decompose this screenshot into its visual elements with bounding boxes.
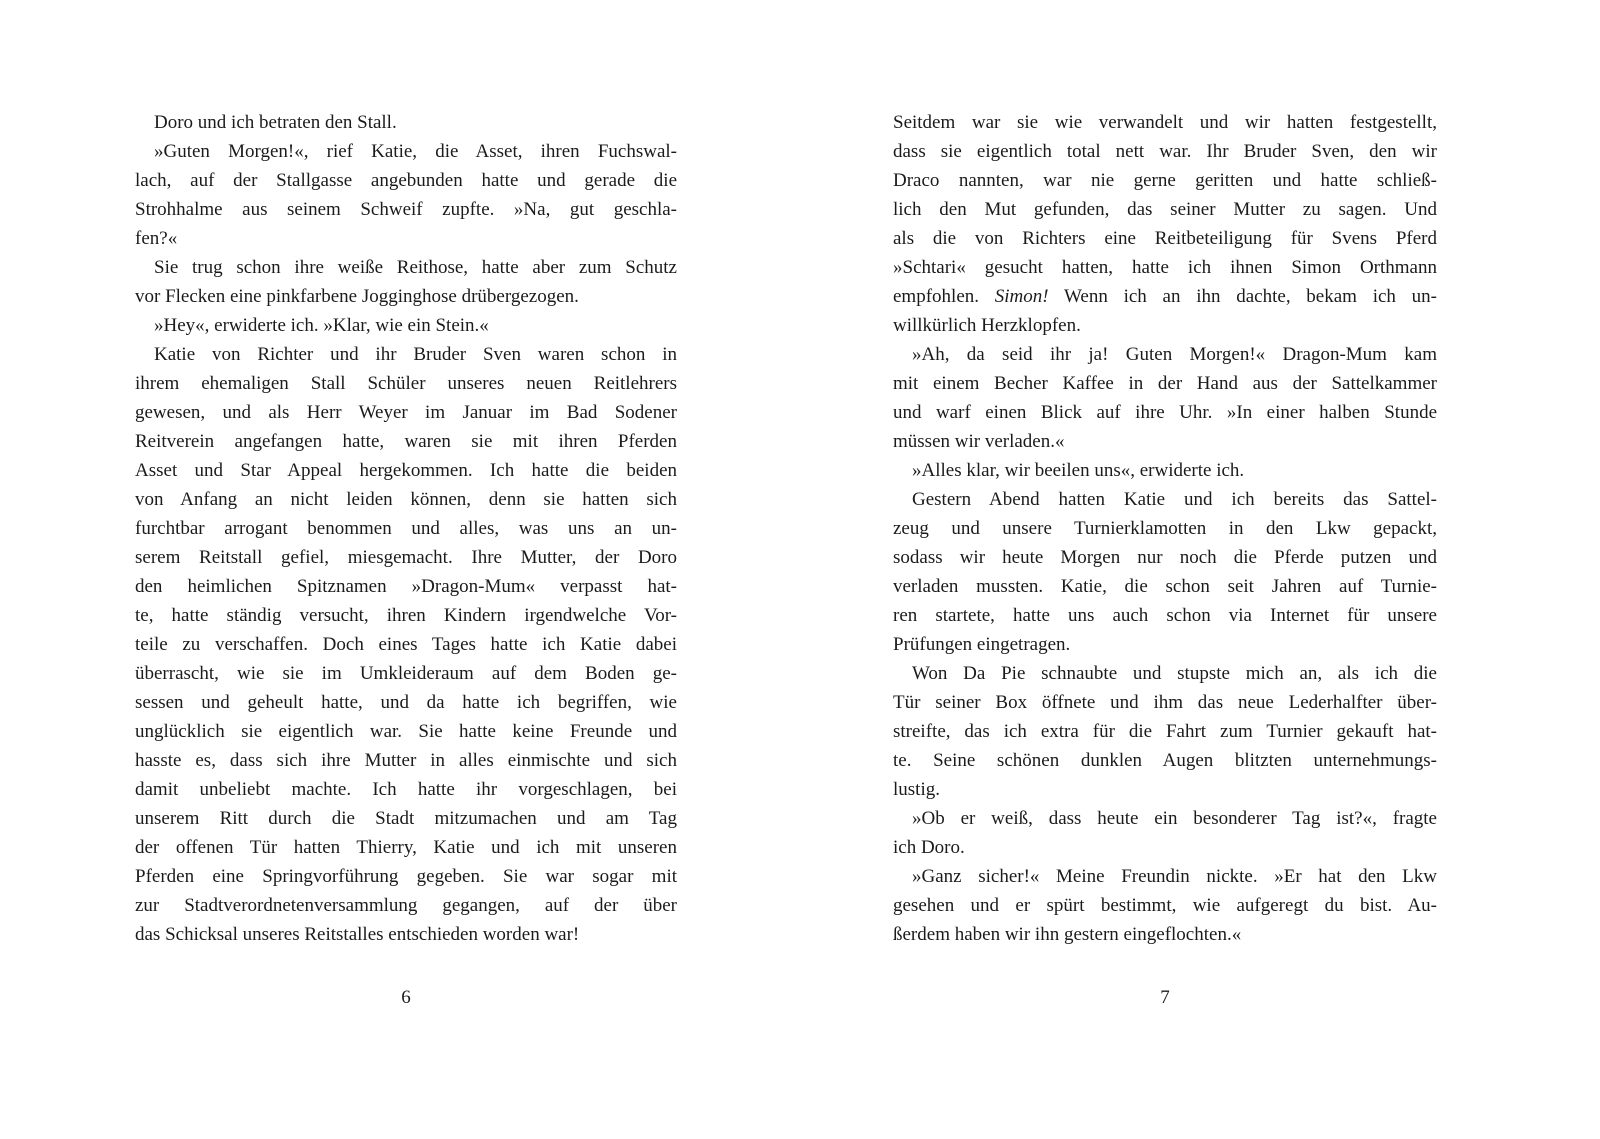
text-line: unserem Ritt durch die Stadt mitzumachen und am Tag (135, 808, 677, 829)
text-line: müssen wir verladen.« (893, 431, 1065, 452)
text-line: vor Flecken eine pinkfarbene Jogginghose drübergezogen. (135, 286, 579, 307)
text-line: Katie von Richter und ihr Bruder Sven waren schon in (154, 344, 677, 365)
text-line: damit unbeliebt machte. Ich hatte ihr vorgeschlagen, bei (135, 779, 677, 800)
text-line: »Ganz sicher!« Meine Freundin nickte. »Er hat den Lkw (912, 866, 1437, 887)
text-line: »Schtari« gesucht hatten, hatte ich ihnen Simon Orthmann (893, 257, 1437, 278)
text-line: »Ah, da seid ihr ja! Guten Morgen!« Dragon-Mum kam (912, 344, 1437, 365)
text-line: sessen und geheult hatte, und da hatte ich begriffen, wie (135, 692, 677, 713)
text-line: Tür seiner Box öffnete und ihm das neue Lederhalfter über- (893, 692, 1437, 713)
text-line: ihrem ehemaligen Stall Schüler unseres neuen Reitlehrers (135, 373, 677, 394)
text-line: den heimlichen Spitznamen »Dragon-Mum« verpasst hat- (135, 576, 677, 597)
text-line: mit einem Becher Kaffee in der Hand aus der Sattelkammer (893, 373, 1437, 394)
text-line: fen?« (135, 228, 178, 249)
text-line: Pferden eine Springvorführung gegeben. Sie war sogar mit (135, 866, 677, 887)
text-line: gewesen, und als Herr Weyer im Januar im Bad Sodener (135, 402, 677, 423)
text-line: serem Reitstall gefiel, miesgemacht. Ihre Mutter, der Doro (135, 547, 677, 568)
page-number-right: 7 (1160, 987, 1170, 1008)
text-line: lustig. (893, 779, 940, 800)
text-line: Draco nannten, war nie gerne geritten und hatte schließ- (893, 170, 1437, 191)
text-line: der offenen Tür hatten Thierry, Katie und ich mit unseren (135, 837, 677, 858)
text-line: teile zu verschaffen. Doch eines Tages hatte ich Katie dabei (135, 634, 677, 655)
text-line: Won Da Pie schnaubte und stupste mich an, als ich die (912, 663, 1437, 684)
page-left (135, 108, 677, 1008)
text-line: »Alles klar, wir beeilen uns«, erwiderte ich. (912, 460, 1245, 481)
text-line: »Guten Morgen!«, rief Katie, die Asset, ihren Fuchswal- (154, 141, 677, 162)
text-line: Prüfungen eingetragen. (893, 634, 1071, 655)
text-line: Asset und Star Appeal hergekommen. Ich hatte die beiden (135, 460, 677, 481)
text-line: und warf einen Blick auf ihre Uhr. »In einer halben Stunde (893, 402, 1437, 423)
text-line: als die von Richters eine Reitbeteiligung für Svens Pferd (893, 228, 1437, 249)
text-line: dass sie eigentlich total nett war. Ihr Bruder Sven, den wir (893, 141, 1437, 162)
page-right-text (893, 108, 1437, 949)
text-line: »Ob er weiß, dass heute ein besonderer Tag ist?«, fragte (912, 808, 1437, 829)
text-line: te. Seine schönen dunklen Augen blitzten unternehmungs- (893, 750, 1437, 771)
text-line: empfohlen. Simon! Wenn ich an ihn dachte, bekam ich un- (893, 286, 1437, 307)
text-line: Gestern Abend hatten Katie und ich bereits das Sattel- (912, 489, 1437, 510)
text-line: gesehen und er spürt bestimmt, wie aufgeregt du bist. Au- (893, 895, 1437, 916)
text-line: lach, auf der Stallgasse angebunden hatte und gerade die (135, 170, 677, 191)
text-line: ren startete, hatte uns auch schon via Internet für unsere (893, 605, 1437, 626)
page-left-text (135, 108, 677, 949)
text-line: te, hatte ständig versucht, ihren Kindern irgendwelche Vor- (135, 605, 677, 626)
text-line: Strohhalme aus seinem Schweif zupfte. »Na, gut geschla- (135, 199, 677, 220)
text-line: das Schicksal unseres Reitstalles entschieden worden war! (135, 924, 580, 945)
text-line: ich Doro. (893, 837, 965, 858)
text-line: verladen mussten. Katie, die schon seit Jahren auf Turnie- (893, 576, 1437, 597)
page-number-left: 6 (401, 987, 411, 1008)
text-line: zur Stadtverordnetenversammlung gegangen, auf der über (135, 895, 677, 916)
text-line: ßerdem haben wir ihn gestern eingeflochten.« (893, 924, 1242, 945)
text-line: willkürlich Herzklopfen. (893, 315, 1081, 336)
text-line: überrascht, wie sie im Umkleideraum auf dem Boden ge- (135, 663, 677, 684)
text-line: »Hey«, erwiderte ich. »Klar, wie ein Stein.« (154, 315, 489, 336)
text-line: streifte, das ich extra für die Fahrt zum Turnier gekauft hat- (893, 721, 1437, 742)
text-line: furchtbar arrogant benommen und alles, was uns an un- (135, 518, 677, 539)
text-line: Seitdem war sie wie verwandelt und wir hatten festgestellt, (893, 112, 1437, 133)
text-line: Doro und ich betraten den Stall. (154, 112, 397, 133)
text-line: unglücklich sie eigentlich war. Sie hatte keine Freunde und (135, 721, 677, 742)
text-line: zeug und unsere Turnierklamotten in den Lkw gepackt, (893, 518, 1437, 539)
text-line: lich den Mut gefunden, das seiner Mutter zu sagen. Und (893, 199, 1437, 220)
text-line: Sie trug schon ihre weiße Reithose, hatte aber zum Schutz (154, 257, 677, 278)
text-line: von Anfang an nicht leiden können, denn sie hatten sich (135, 489, 677, 510)
text-line: hasste es, dass sich ihre Mutter in alles einmischte und sich (135, 750, 677, 771)
page-right (893, 108, 1437, 1008)
text-line: Reitverein angefangen hatte, waren sie mit ihren Pferden (135, 431, 677, 452)
text-line: sodass wir heute Morgen nur noch die Pferde putzen und (893, 547, 1437, 568)
